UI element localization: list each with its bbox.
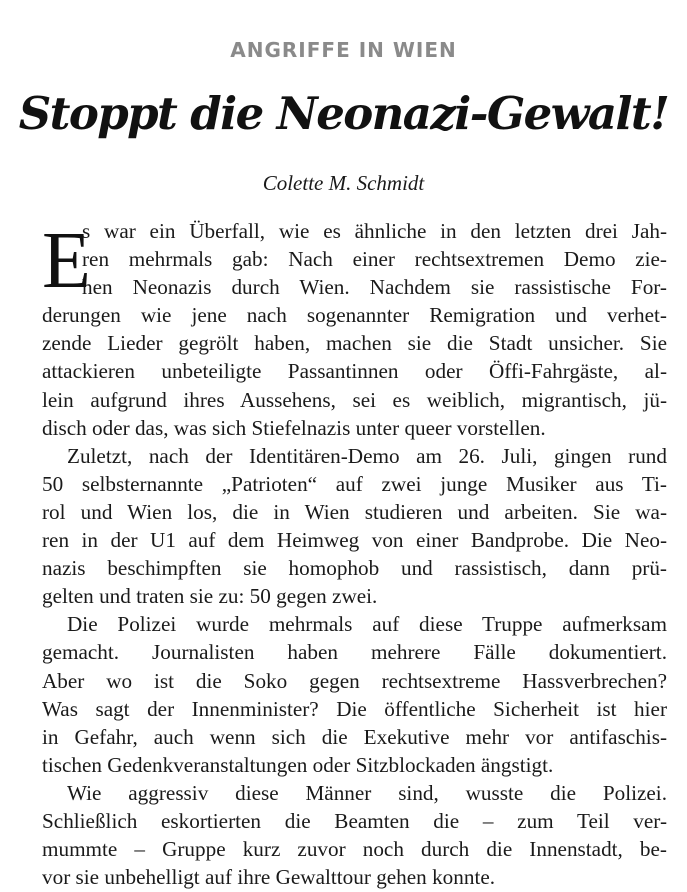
- text-line: zende Lieder gegrölt haben, machen sie die Stadt unsicher. Sie: [42, 331, 667, 356]
- paragraph-1: [42, 217, 667, 442]
- paragraph-2: [42, 442, 667, 611]
- article-body: [42, 217, 667, 891]
- text-line: rol und Wien los, die in Wien studieren und arbeiten. Sie wa-: [42, 499, 667, 524]
- paragraph-3: [42, 610, 667, 779]
- text-line: nazis beschimpften sie homophob und rassistisch, dann prü-: [42, 556, 667, 581]
- text-line: derungen wie jene nach sogenannter Remigration und verhet-: [42, 303, 667, 328]
- text-line: vor sie unbehelligt auf ihre Gewalttour gehen konnte.: [42, 865, 496, 890]
- text-line: tischen Gedenkveranstaltungen oder Sitzblockaden ängstigt.: [42, 752, 554, 777]
- text-line: Die Polizei wurde mehrmals auf diese Truppe aufmerksam: [67, 612, 667, 637]
- text-line: Wie aggressiv diese Männer sind, wusste die Polizei.: [67, 780, 667, 805]
- text-line: disch oder das, was sich Stiefelnazis unter queer vorstellen.: [42, 415, 546, 440]
- article-byline: Colette M. Schmidt: [262, 171, 425, 195]
- text-line: gelten und traten sie zu: 50 gegen zwei.: [42, 584, 378, 609]
- text-line: 50 selbsternannte „Patrioten“ auf zwei junge Musiker aus Ti-: [42, 471, 667, 496]
- text-line: lein aufgrund ihres Aussehens, sei es weiblich, migrantisch, jü-: [42, 387, 667, 412]
- text-line: Zuletzt, nach der Identitären-Demo am 26. Juli, gingen rund: [67, 443, 667, 468]
- text-line: Schließlich eskortierten die Beamten die – zum Teil ver-: [42, 808, 667, 833]
- text-line: gemacht. Journalisten haben mehrere Fälle dokumentiert.: [42, 640, 667, 665]
- article-headline: Stoppt die Neonazi-Gewalt!: [18, 87, 669, 140]
- drop-cap: E: [42, 217, 91, 305]
- text-line: attackieren unbeteiligte Passantinnen oder Öffi-Fahrgäste, al-: [42, 359, 667, 384]
- text-line: s war ein Überfall, wie es ähnliche in den letzten drei Jah-: [82, 219, 667, 243]
- text-line: Aber wo ist die Soko gegen rechtsextreme Hassverbrechen?: [42, 668, 667, 693]
- text-line: ren mehrmals gab: Nach einer rechtsextremen Demo zie-: [82, 247, 667, 272]
- text-line: hen Neonazis durch Wien. Nachdem sie rassistische For-: [82, 275, 667, 300]
- text-line: mummte – Gruppe kurz zuvor noch durch die Innenstadt, be-: [42, 837, 667, 862]
- paragraph-4: [42, 779, 667, 891]
- text-line: in Gefahr, auch wenn sich die Exekutive mehr vor antifaschis-: [42, 724, 667, 749]
- text-line: Was sagt der Innenminister? Die öffentliche Sicherheit ist hier: [42, 696, 667, 721]
- article-kicker: ANGRIFFE IN WIEN: [230, 38, 457, 62]
- text-line: ren in der U1 auf dem Heimweg von einer Bandprobe. Die Neo-: [42, 528, 667, 553]
